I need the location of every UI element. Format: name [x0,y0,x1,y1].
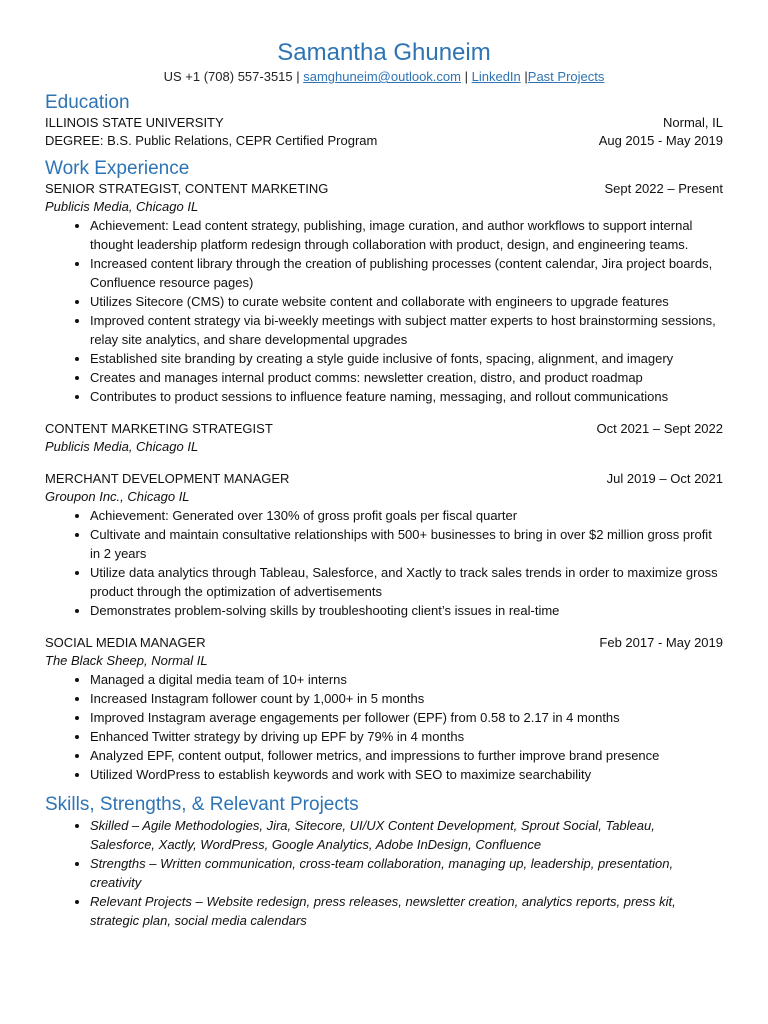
school-location: Normal, IL [663,115,723,130]
job-title: MERCHANT DEVELOPMENT MANAGER [45,471,290,486]
past-projects-link[interactable]: Past Projects [527,69,605,84]
job-dates: Oct 2021 – Sept 2022 [596,421,723,436]
job-header [45,180,723,198]
job-entry [45,420,723,456]
bullet-item: • Cultivate and maintain consultative relationships with 500+ businesses to bring in over $2 million gross profit in 2 years [90,525,723,563]
job-dates: Sept 2022 – Present [604,181,723,196]
skill-item: • Skilled – Agile Methodologies, Jira, Sitecore, UI/UX Content Development, Sprout Social, Tableau, Salesforce, Xactly, WordPress, Google Analytics, Adobe InDesign, Confluence [90,816,723,854]
bullet-item: • Achievement: Lead content strategy, publishing, image curation, and author workflows to support internal thought leadership platform redesign through collaboration with product, design, and engineering teams. [90,216,723,254]
job-dates: Feb 2017 - May 2019 [599,635,723,650]
school-name: ILLINOIS STATE UNIVERSITY [45,115,224,130]
bullet-item: • Managed a digital media team of 10+ interns [90,670,723,689]
candidate-name: Samantha Ghuneim [277,39,491,66]
experience-heading: Work Experience [45,158,190,179]
bullet-item: • Demonstrates problem-solving skills by troubleshooting client’s issues in real-time [90,601,723,620]
company: Publicis Media, Chicago IL [45,199,199,214]
bullet-item: • Improved Instagram average engagements per follower (EPF) from 0.58 to 2.17 in 4 months [90,708,723,727]
company: Publicis Media, Chicago IL [45,439,199,454]
bullet-item: • Established site branding by creating a style guide inclusive of fonts, spacing, alignment, and imagery [90,349,723,368]
job-header [45,420,723,438]
bullet-item: • Improved content strategy via bi-weekly meetings with subject matter experts to host brainstorming sessions, relay site analytics, and share developmental upgrades [90,311,723,349]
company: The Black Sheep, Normal IL [45,653,208,668]
job-header [45,470,723,488]
job-bullets [45,506,723,620]
job-entry [45,470,723,620]
bullet-item: • Utilizes Sitecore (CMS) to curate website content and collaborate with engineers to upgrade features [90,292,723,311]
job-entry [45,180,723,406]
job-bullets [45,670,723,784]
phone-number: US +1 (708) 557-3515 | [163,69,300,84]
bullet-item: • Creates and manages internal product comms: newsletter creation, distro, and product roadmap [90,368,723,387]
resume-page [45,38,723,930]
skill-item: • Strengths – Written communication, cross-team collaboration, managing up, leadership, presentation, creativity [90,854,723,892]
job-entry [45,634,723,784]
job-title: SOCIAL MEDIA MANAGER [45,635,206,650]
bullet-item: • Achievement: Generated over 130% of gross profit goals per fiscal quarter [90,506,723,525]
job-dates: Jul 2019 – Oct 2021 [606,471,723,486]
education-dates: Aug 2015 - May 2019 [598,133,723,148]
job-title: SENIOR STRATEGIST, CONTENT MARKETING [45,181,329,196]
linkedin-link[interactable]: LinkedIn [471,69,521,84]
contact-separator: | [524,69,528,84]
degree: DEGREE: B.S. Public Relations, CEPR Certified Program [45,133,378,148]
job-title: CONTENT MARKETING STRATEGIST [45,421,273,436]
bullet-item: • Increased Instagram follower count by 1,000+ in 5 months [90,689,723,708]
job-bullets [45,216,723,406]
bullet-item: • Utilize data analytics through Tableau, Salesforce, and Xactly to track sales trends in order to maximize gross product through the optimization of advertisements [90,563,723,601]
job-list [45,180,723,784]
skill-item: • Relevant Projects – Website redesign, press releases, newsletter creation, analytics reports, press kit, strategic plan, social media calendars [90,892,723,930]
degree-row [45,132,723,150]
bullet-item: • Contributes to product sessions to influence feature naming, messaging, and rollout communications [90,387,723,406]
education-heading: Education [45,92,130,113]
contact-line [45,69,723,84]
job-header [45,634,723,652]
contact-separator: | [464,69,468,84]
email-link[interactable]: samghuneim@outlook.com [303,69,461,84]
skills-heading: Skills, Strengths, & Relevant Projects [45,794,359,815]
education-row [45,114,723,132]
skills-list [45,816,723,930]
company: Groupon Inc., Chicago IL [45,489,190,504]
bullet-item: • Enhanced Twitter strategy by driving up EPF by 79% in 4 months [90,727,723,746]
bullet-item: • Utilized WordPress to establish keywords and work with SEO to maximize searchability [90,765,723,784]
bullet-item: • Increased content library through the creation of publishing processes (content calendar, Jira project boards, Confluence resource pages) [90,254,723,292]
bullet-item: • Analyzed EPF, content output, follower metrics, and impressions to further improve brand presence [90,746,723,765]
